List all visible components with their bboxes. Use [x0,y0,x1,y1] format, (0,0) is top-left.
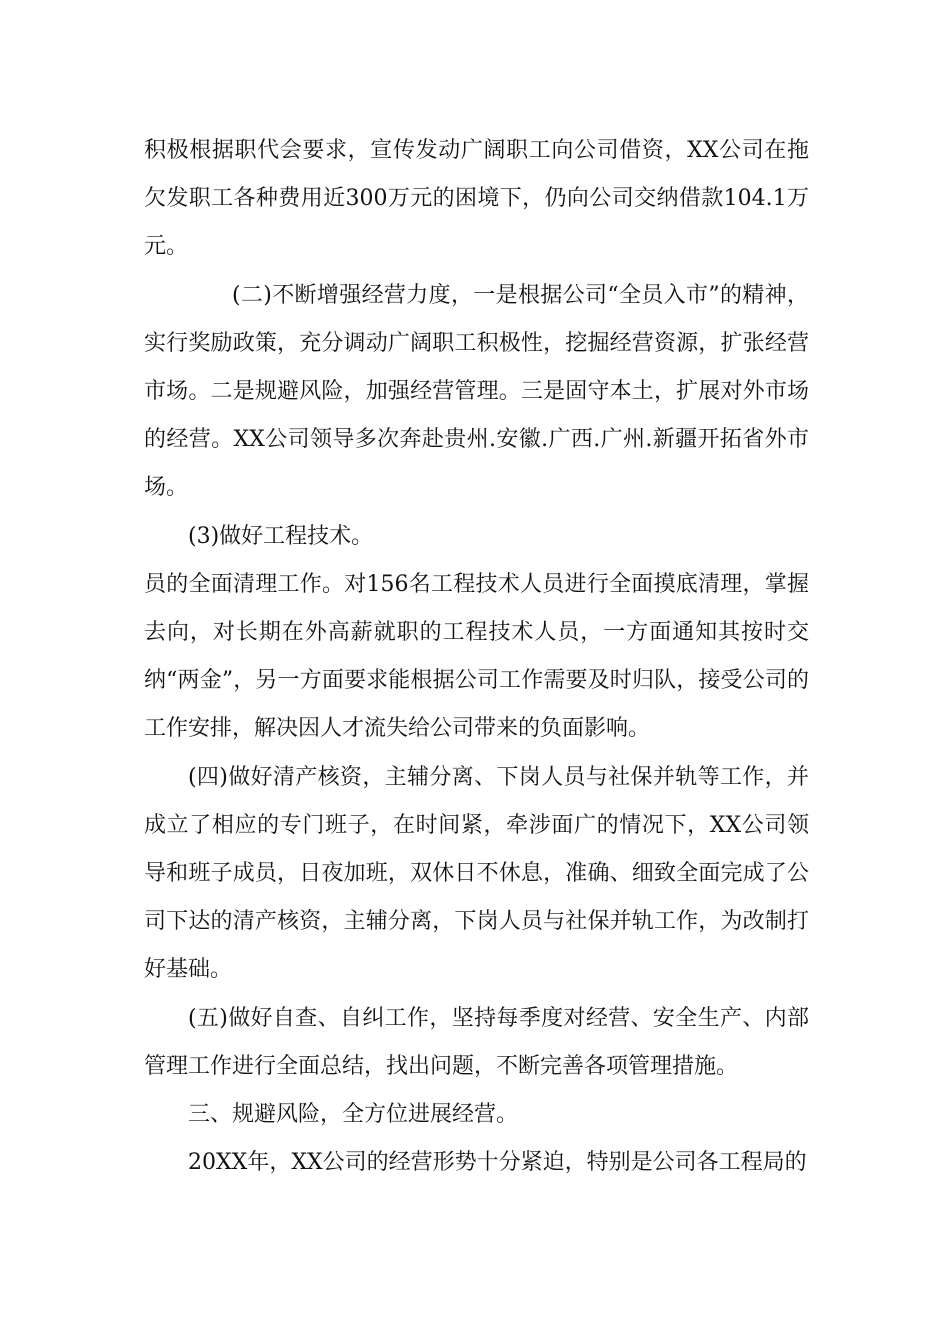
paragraph-asset-verification: (四)做好清产核资，主辅分离、下岗人员与社保并轨等工作，并成立了相应的专门班子，在时间紧，牵涉面广的情况下，XX公司领导和班子成员，日夜加班，双休日不休息，准确、细致全面完成了公司下达的清产核资，主辅分离，下岗人员与社保并轨工作，为改制打好基础。 [144,764,809,983]
paragraph-loan-fundraising: 积极根据职代会要求，宣传发动广阔职工向公司借资，XX公司在拖欠发职工各种费用近300万元的困境下，仍向公司交纳借款104.1万元。 [144,138,809,260]
document-body [144,127,809,1187]
section-heading-risk: 三、规避风险，全方位进展经营。 [188,1102,519,1128]
paragraph-self-inspection: (五)做好自查、自纠工作，坚持每季度对经营、安全生产、内部管理工作进行全面总结，找出问题，不断完善各项管理措施。 [144,1005,809,1079]
paragraph-engineering-heading: (3)做好工程技术。 [188,523,374,549]
paragraph-business-strength: (二)不断增强经营力度，一是根据公司“全员入市”的精神，实行奖励政策，充分调动广阔职工积极性，挖掘经营资源，扩张经营市场。二是规避风险，加强经营管理。三是固守本土，扩展对外市场的经营。XX公司领导多次奔赴贵州.安徽.广西.广州.新疆开拓省外市场。 [144,282,809,501]
paragraph-business-situation: 20XX年，XX公司的经营形势十分紧迫，特别是公司各工程局的 [188,1150,807,1176]
paragraph-engineering-staff: 员的全面清理工作。对156名工程技术人员进行全面摸底清理，掌握去向，对长期在外高薪就职的工程技术人员，一方面通知其按时交纳“两金”，另一方面要求能根据公司工作需要及时归队，接受公司的工作安排，解决因人才流失给公司带来的负面影响。 [144,571,809,742]
